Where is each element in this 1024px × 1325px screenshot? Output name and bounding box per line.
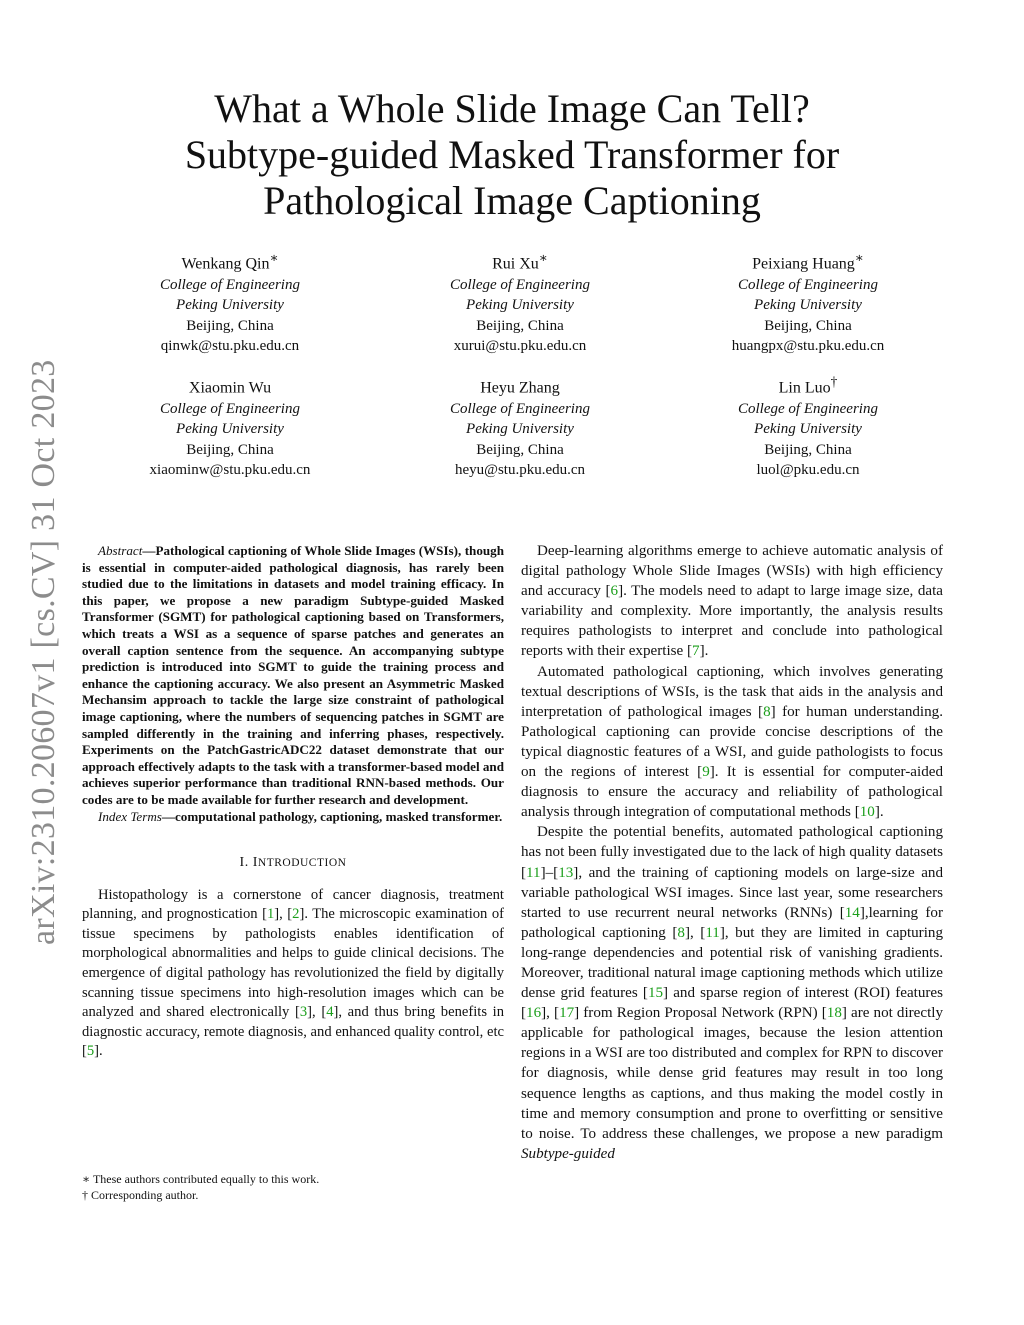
paragraph-text: . The microscopic examination of tissue specimens by pathologists enables identification of morphological abnormalities and helps to guide clinical decisions. The emergence of digital pathology has revolutionized the field by digitally scanning tissue specimens into high-resolution images which can be analyzed and shared electronically — [82, 906, 505, 1021]
author-dept: College of Engineering — [160, 276, 300, 293]
paragraph-text: . It is essential for computer-aided diagnosis to ensure the accuracy and reliability of pathological analysis through integration of computational methods — [521, 764, 943, 821]
paragraph-text: , — [689, 924, 701, 941]
author-dept: College of Engineering — [450, 276, 590, 293]
author-card — [370, 248, 670, 357]
author-dept: College of Engineering — [160, 400, 300, 417]
footnotes — [82, 1172, 502, 1203]
paragraph-text: . — [704, 643, 709, 660]
citation-link[interactable]: [1] — [262, 906, 280, 923]
paragraph-text: Deep-learning algorithms emerge to achieve automatic analysis of digital pathology Whole Slide Images (WSIs) with high efficiency and accuracy — [521, 543, 943, 600]
section-title-rest: NTRODUCTION — [257, 857, 347, 870]
intro-paragraph — [521, 541, 943, 662]
citation-link[interactable]: [11] — [700, 924, 725, 941]
paragraph-text: – — [545, 864, 554, 881]
section-number: I. — [239, 855, 249, 871]
author-name: Xiaomin Wu — [188, 379, 272, 397]
author-name: Peixiang Huang — [752, 255, 855, 273]
author-mark: ∗ — [538, 250, 548, 265]
author-email[interactable]: qinwk@stu.pku.edu.cn — [160, 338, 300, 355]
citation-link[interactable]: [18] — [821, 1005, 847, 1022]
paragraph-text: , — [546, 1005, 555, 1022]
author-university: Peking University — [176, 297, 284, 314]
paragraph-text: . — [879, 804, 884, 821]
author-name: Rui Xu — [492, 255, 539, 273]
section-title-initial: I — [252, 855, 258, 871]
citation-link[interactable]: [9] — [697, 764, 715, 781]
author-city: Beijing, China — [186, 317, 274, 334]
paper-title — [120, 86, 904, 224]
emphasis-text: Subtype-guided — [521, 1145, 615, 1162]
paragraph-text: , — [312, 1004, 322, 1021]
citation-link[interactable]: [13] — [553, 864, 579, 881]
author-email[interactable]: huangpx@stu.pku.edu.cn — [731, 338, 885, 355]
citation-link[interactable]: [3] — [295, 1004, 313, 1021]
author-email[interactable]: heyu@stu.pku.edu.cn — [454, 462, 586, 479]
author-card — [658, 372, 958, 481]
paragraph-text: are not directly applicable for pathological images, because the lesion attention regions in a WSI are too distributed and complex for RPN to discover for diagnosis, while dense grid features may result in too long sequence lengths as captions, and thus making the model costly in time and memory consumption and prone to overfitting or sensitive to noise. To address these challenges, we propose a new paradigm — [521, 1005, 943, 1142]
title-line-1: What a Whole Slide Image Can Tell? — [214, 86, 810, 131]
paragraph-text: for human understanding. Pathological captioning can provide concise descriptions of the typical diagnostic features of a WSI, and guide pathologists to focus on the regions of interest — [521, 703, 943, 781]
author-university: Peking University — [754, 297, 862, 314]
author-card — [658, 248, 958, 357]
citation-link[interactable]: [15] — [642, 985, 669, 1002]
arxiv-identifier: arXiv:2310.20607v1 [cs.CV] 31 Oct 2023 — [25, 359, 62, 945]
citation-link[interactable]: [14] — [839, 904, 865, 921]
intro-paragraph — [82, 886, 504, 1062]
author-university: Peking University — [466, 297, 574, 314]
author-university: Peking University — [176, 421, 284, 438]
paragraph-text: ,learning for pathological captioning — [521, 904, 943, 941]
abstract-dash: — — [142, 543, 156, 558]
author-city: Beijing, China — [476, 441, 564, 458]
index-terms-dash: — — [161, 808, 175, 824]
author-dept: College of Engineering — [450, 400, 590, 417]
abstract-label: Abstract — [98, 543, 143, 558]
author-city: Beijing, China — [476, 317, 564, 334]
author-mark: ∗ — [854, 250, 864, 265]
index-terms-text: computational pathology, captioning, masked transformer. — [174, 808, 503, 824]
title-line-2: Subtype-guided Masked Transformer for — [184, 132, 840, 177]
paragraph-text: . The models need to adapt to large image size, data variability and complexity. More importantly, the analysis results requires pathologists to interpret and conclude into pathological reports with their expertise — [521, 583, 943, 660]
paragraph-text: , and the training of captioning models on large-size and variable pathological WSI images. Since last year, some researchers started to use recurrent neural networks (RNNs) — [521, 864, 943, 921]
author-name: Lin Luo — [778, 379, 831, 397]
paragraph-text: , — [279, 906, 288, 923]
citation-link[interactable]: [6] — [605, 583, 624, 600]
index-terms-label: Index Terms — [98, 808, 162, 824]
author-city: Beijing, China — [186, 441, 274, 458]
citation-link[interactable]: [17] — [554, 1005, 580, 1022]
intro-paragraph — [521, 662, 943, 823]
footnote-corresponding-author: † Corresponding author. — [82, 1187, 199, 1202]
title-line-3: Pathological Image Captioning — [263, 178, 761, 223]
paragraph-text: from Region Proposal Network (RPN) — [579, 1005, 822, 1022]
right-column — [521, 541, 943, 1164]
paragraph-text: Histopathology is a cornerstone of cancer diagnosis, treatment planning, and prognostication — [82, 886, 504, 923]
left-column — [82, 543, 504, 1062]
abstract-text: Pathological captioning of Whole Slide Images (WSIs), though is essential in computer-aided pathological diagnosis, has rarely been studied due to the limitations in datasets and model training efficacy. In this paper, we propose a new paradigm Subtype-guided Masked Transformer (SGMT) for pathological captioning based on Transformers, which treats a WSI as a sequence of sparse patches and generates an overall caption sentence from the sequence. An accompanying subtype prediction is introduced into SGMT to guide the training process and enhance the captioning accuracy. We also present an Asymmetric Masked Mechansim approach to tackle the large size constraint of pathological image captioning, where the numbers of sequencing patches in SGMT are sampled differently in the training and inferring phases, respectively. Experiments on the PatchGastricADC22 dataset demonstrate that our approach effectively adapts to the task with a transformer-based model and achieves superior performance than traditional RNN-based methods. Our codes are to be made available for further research and development. — [82, 543, 504, 807]
author-email[interactable]: xiaominw@stu.pku.edu.cn — [149, 462, 311, 479]
author-city: Beijing, China — [764, 441, 852, 458]
citation-link[interactable]: [4] — [321, 1004, 339, 1021]
author-mark: ∗ — [269, 250, 279, 265]
author-dept: College of Engineering — [738, 276, 878, 293]
citation-link[interactable]: [11] — [521, 864, 546, 881]
paragraph-text: . — [99, 1043, 103, 1060]
paragraph-text: , and thus bring benefits in diagnostic accuracy, remote diagnosis, and enhanced quality control, etc — [82, 1004, 504, 1040]
paragraph-text: and sparse region of interest (ROI) features — [668, 985, 943, 1002]
author-name: Heyu Zhang — [480, 379, 560, 397]
author-university: Peking University — [466, 421, 574, 438]
author-dept: College of Engineering — [738, 400, 878, 417]
paragraph-text: Automated pathological captioning, which involves generating textual descriptions of WSIs, is the task that aids in the analysis and interpretation of pathological images — [521, 663, 943, 720]
citation-link[interactable]: [8] — [758, 703, 776, 720]
citation-link[interactable]: [16] — [521, 1005, 547, 1022]
author-university: Peking University — [754, 421, 862, 438]
author-name: Wenkang Qin — [181, 255, 270, 273]
author-card — [370, 372, 670, 481]
section-heading-introduction — [82, 853, 504, 874]
author-card — [80, 372, 380, 481]
author-city: Beijing, China — [764, 317, 852, 334]
citation-link[interactable]: [2] — [287, 906, 305, 923]
citation-link[interactable]: [7] — [686, 643, 705, 660]
paragraph-text: , but they are limited in capturing long-range dependencies and potential risk of vanishing gradients. Moreover, traditional natural image captioning methods which utilize dense grid features — [521, 924, 943, 1002]
index-terms — [82, 809, 504, 826]
citation-link[interactable]: [8] — [672, 924, 690, 941]
paragraph-text: Despite the potential benefits, automated pathological captioning has not been fully investigated due to the lack of high quality datasets — [521, 824, 943, 861]
author-email[interactable]: xurui@stu.pku.edu.cn — [453, 338, 587, 355]
citation-link[interactable]: [5] — [82, 1043, 100, 1060]
author-email[interactable]: luol@pku.edu.cn — [756, 462, 860, 479]
author-card — [80, 248, 380, 357]
abstract — [82, 543, 504, 809]
author-mark: † — [830, 374, 838, 389]
footnote-equal-contribution: ∗ These authors contributed equally to this work. — [82, 1172, 320, 1186]
citation-link[interactable]: [10] — [854, 804, 880, 821]
intro-paragraph — [521, 822, 943, 1164]
